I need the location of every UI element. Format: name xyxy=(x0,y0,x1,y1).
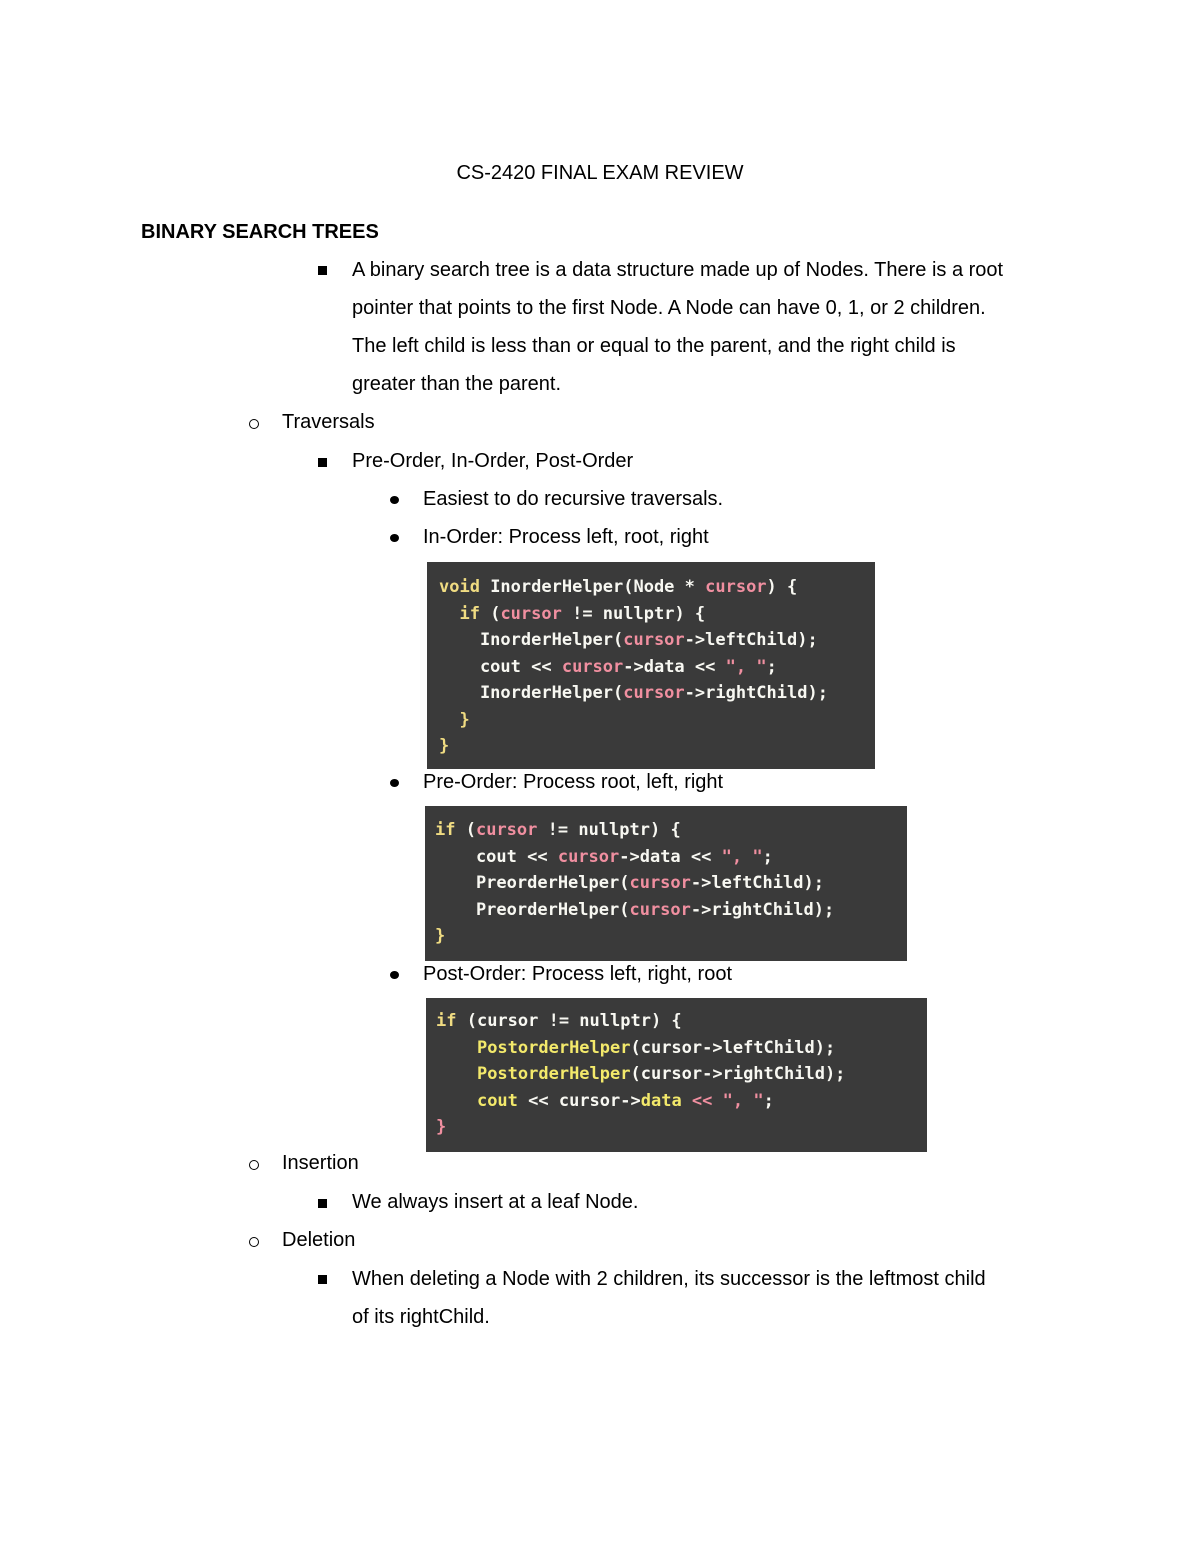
traversal-note: Easiest to do recursive traversals. xyxy=(423,488,724,510)
code-line: PostorderHelper(cursor->leftChild); xyxy=(476,1037,836,1058)
traversals-label: Traversals xyxy=(282,411,375,433)
intro-line: A binary search tree is a data structure made up of Nodes. There is a root xyxy=(352,259,1004,281)
deletion-line: When deleting a Node with 2 children, its successor is the leftmost child xyxy=(352,1268,986,1290)
code-line: if (cursor != nullptr) { xyxy=(439,603,706,624)
code-line: InorderHelper(cursor->leftChild); xyxy=(439,630,818,650)
insertion-label: Insertion xyxy=(282,1152,359,1174)
preorder-label: Pre-Order: Process root, left, right xyxy=(423,771,724,793)
document-title: CS-2420 FINAL EXAM REVIEW xyxy=(456,162,744,184)
code-line: } xyxy=(439,736,450,756)
code-line: cout << cursor->data << ", "; xyxy=(476,1090,774,1111)
filled-dot-bullet-icon xyxy=(390,779,399,787)
deletion-paragraph xyxy=(352,1260,986,1336)
code-line: if (cursor != nullptr) { xyxy=(435,820,681,840)
filled-dot-bullet-icon xyxy=(390,496,399,504)
section-heading: BINARY SEARCH TREES xyxy=(141,221,379,243)
preorder-code-block xyxy=(425,806,907,961)
square-bullet-icon xyxy=(318,266,327,275)
deletion-label: Deletion xyxy=(282,1229,356,1251)
square-bullet-icon xyxy=(318,458,327,467)
square-bullet-icon xyxy=(318,1275,327,1284)
code-line: PostorderHelper(cursor->rightChild); xyxy=(476,1064,846,1084)
insertion-text: We always insert at a leaf Node. xyxy=(352,1191,639,1213)
code-line: void InorderHelper(Node * cursor) { xyxy=(439,577,798,597)
postorder-code-block xyxy=(426,998,927,1152)
hollow-circle-bullet-icon xyxy=(249,419,259,429)
code-line: cout << cursor->data << ", "; xyxy=(435,846,773,867)
code-line: } xyxy=(435,926,446,946)
intro-paragraph xyxy=(352,251,1003,403)
postorder-label: Post-Order: Process left, right, root xyxy=(423,963,732,985)
hollow-circle-bullet-icon xyxy=(249,1160,259,1170)
intro-line: The left child is less than or equal to the parent, and the right child is xyxy=(352,335,956,357)
filled-dot-bullet-icon xyxy=(390,534,399,542)
code-line: } xyxy=(439,709,470,730)
code-line: PreorderHelper(cursor->rightChild); xyxy=(435,899,835,920)
square-bullet-icon xyxy=(318,1199,327,1208)
inorder-code-block xyxy=(427,562,875,769)
code-line: } xyxy=(436,1117,447,1137)
code-line: InorderHelper(cursor->rightChild); xyxy=(439,683,828,703)
inorder-label: In-Order: Process left, root, right xyxy=(423,526,709,548)
intro-line: pointer that points to the first Node. A Node can have 0, 1, or 2 children. xyxy=(352,297,986,319)
code-line: PreorderHelper(cursor->leftChild); xyxy=(435,873,824,893)
hollow-circle-bullet-icon xyxy=(249,1237,259,1247)
filled-dot-bullet-icon xyxy=(390,971,399,979)
code-line: cout << cursor->data << ", "; xyxy=(439,656,777,677)
intro-line: greater than the parent. xyxy=(352,373,562,395)
traversal-types: Pre-Order, In-Order, Post-Order xyxy=(352,450,634,472)
deletion-line: of its rightChild. xyxy=(352,1306,490,1328)
code-line: if (cursor != nullptr) { xyxy=(436,1011,682,1031)
